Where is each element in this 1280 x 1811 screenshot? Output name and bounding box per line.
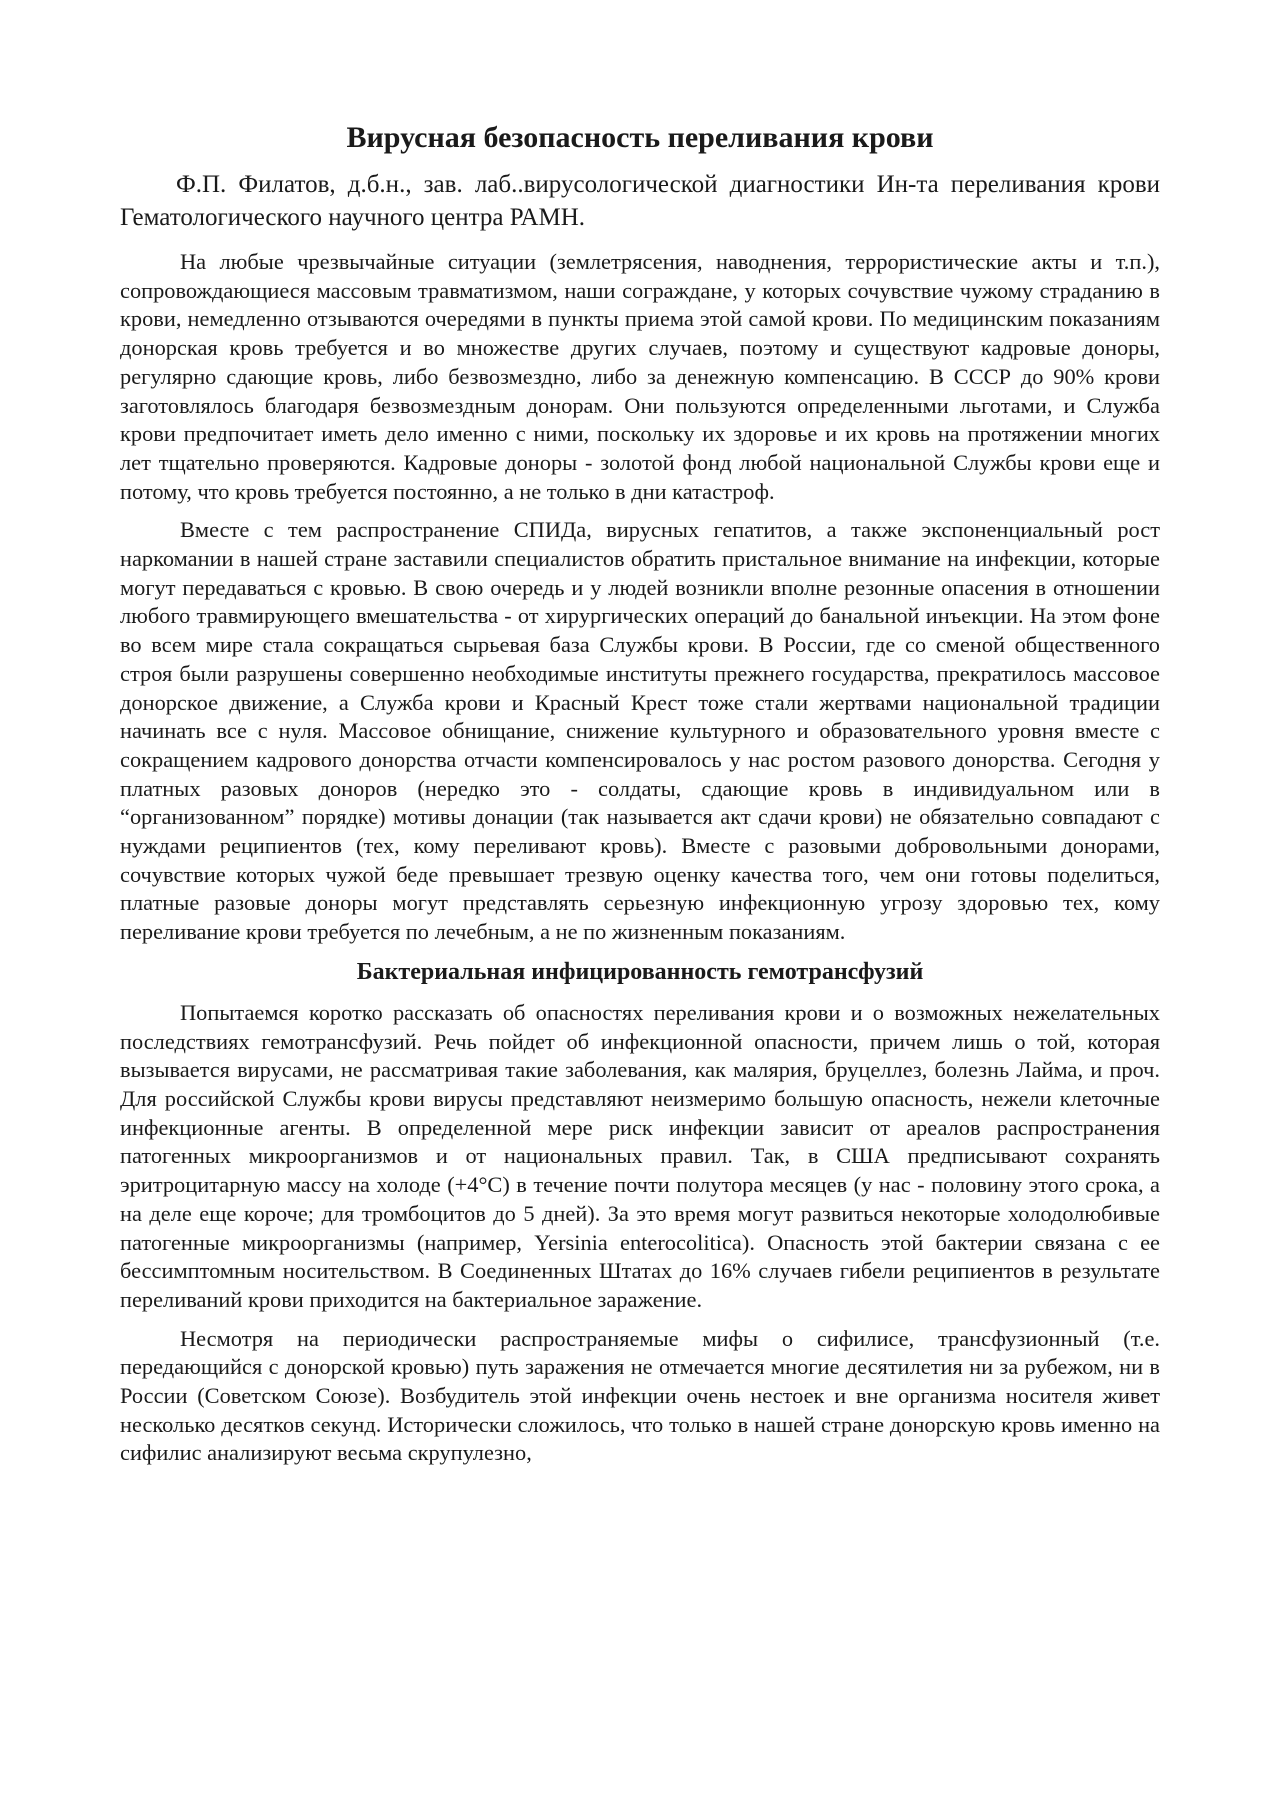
paragraph: Попытаемся коротко рассказать об опасностях переливания крови и о возможных нежелательных последствиях гемотрансфузий. Речь пойдет об инфекционной опасности, причем лишь о той, которая вызывается вирусами, не рассматривая такие заболевания, как малярия, бруцеллез, болезнь Лайма, и проч. Для российской Службы крови вирусы представляют неизмеримо большую опасность, нежели клеточные инфекционные агенты. В определенной мере риск инфекции зависит от ареалов распространения патогенных микроорганизмов и от национальных правил. Так, в США предписывают сохранять эритроцитарную массу на холоде (+4°С) в течение почти полутора месяцев (у нас - половину этого срока, а на деле еще короче; для тромбоцитов до 5 дней). За это время могут развиться некоторые холодолюбивые патогенные микроорганизмы (например, Yersinia enterocolitica). Опасность этой бактерии связана с ее бессимптомным носительством. В Соединенных Штатах до 16% случаев гибели реципиентов в результате переливаний крови приходится на бактериальное заражение. [120, 999, 1160, 1312]
document-page [120, 118, 1160, 1478]
section-heading: Бактериальная инфицированность гемотрансфузий [356, 958, 924, 985]
paragraph: На любые чрезвычайные ситуации (землетрясения, наводнения, террористические акты и т.п.), сопровождающиеся массовым травматизмом, наши сограждане, у которых сочувствие чужому страданию в крови, немедленно отзываются очередями в пункты приема этой самой крови. По медицинским показаниям донорская кровь требуется и во множестве других случаев, поэтому и существуют кадровые доноры, регулярно сдающие кровь, либо безвозмездно, либо за денежную компенсацию. В СССР до 90% крови заготовлялось благодаря безвозмездным донорам. Они пользуются определенными льготами, и Служба крови предпочитает иметь дело именно с ними, поскольку их здоровье и их кровь на протяжении многих лет тщательно проверяются. Кадровые доноры - золотой фонд любой национальной Службы крови еще и потому, что кровь требуется постоянно, а не только в дни катастроф. [120, 249, 1160, 504]
paragraph: Вместе с тем распространение СПИДа, вирусных гепатитов, а также экспоненциальный рост наркомании в нашей стране заставили специалистов обратить пристальное внимание на инфекции, которые могут передаваться с кровью. В свою очередь и у людей возникли вполне резонные опасения в отношении любого травмирующего вмешательства - от хирургических операций до банальной инъекции. На этом фоне во всем мире стала сокращаться сырьевая база Службы крови. В России, где со сменой общественного строя были разрушены совершенно необходимые институты прежнего государства, прекратилось массовое донорское движение, а Служба крови и Красный Крест тоже стали жертвами национальной традиции начинать все с нуля. Массовое обнищание, снижение культурного и образовательного уровня вместе с сокращением кадрового донорства отчасти компенсировалось у нас ростом разового донорства. Сегодня у платных разовых доноров (нередко это - солдаты, сдающие кровь в индивидуальном или в “организованном” порядке) мотивы донации (так называется акт сдачи крови) не обязательно совпадают с нуждами реципиентов (тех, кому переливают кровь). Вместе с разовыми добровольными донорами, сочувствие которых чужой беде превышает трезвую оценку качества того, чем они готовы поделиться, платные разовые доноры могут представлять серьезную инфекционную угрозу здоровью тех, кому переливание крови требуется по лечебным, а не по жизненным показаниям. [120, 517, 1160, 945]
author-byline: Ф.П. Филатов, д.б.н., зав. лаб..вирусологической диагностики Ин-та переливания крови Гематологического научного центра РАМН. [120, 171, 1160, 231]
document-title: Вирусная безопасность переливания крови [346, 121, 934, 154]
paragraph: Несмотря на периодически распространяемые мифы о сифилисе, трансфузионный (т.е. передающийся с донорской кровью) путь заражения не отмечается многие десятилетия ни за рубежом, ни в России (Советском Союзе). Возбудитель этой инфекции очень нестоек и вне организма носителя живет несколько десятков секунд. Исторически сложилось, что только в нашей стране донорскую кровь именно на сифилис анализируют весьма скрупулезно, [120, 1325, 1160, 1466]
